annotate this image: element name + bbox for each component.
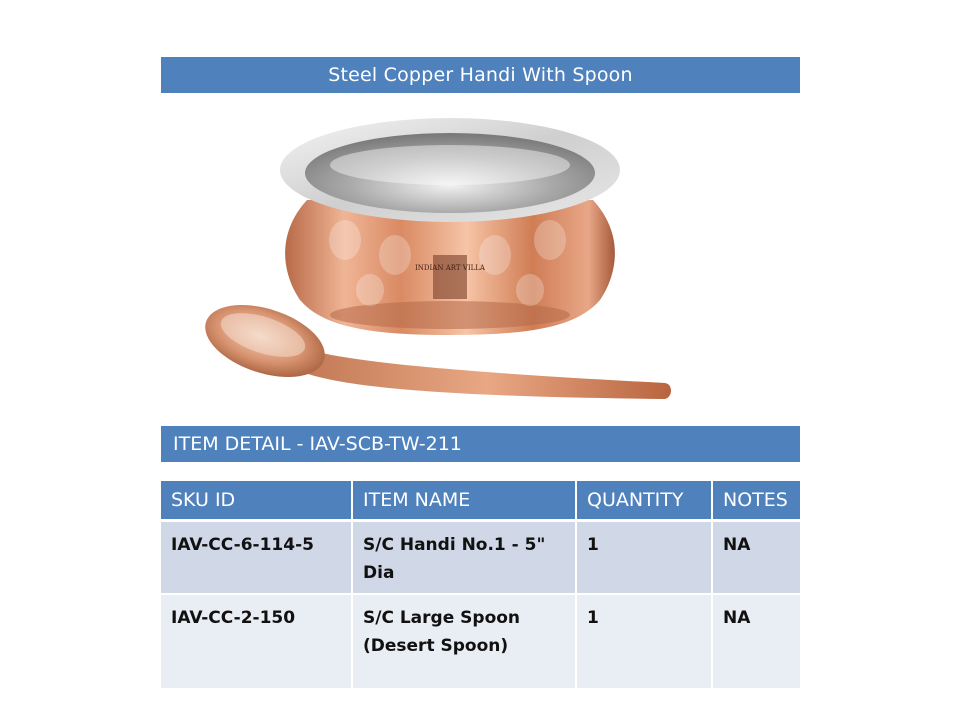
table-row (161, 521, 800, 595)
page-title: Steel Copper Handi With Spoon (161, 57, 800, 93)
notes-cell: NA (712, 594, 800, 689)
notes-cell: NA (712, 521, 800, 595)
column-header-sku: SKU ID (161, 481, 352, 521)
quantity-cell: 1 (576, 594, 712, 689)
sku-cell: IAV-CC-6-114-5 (161, 521, 352, 595)
quantity-cell: 1 (576, 521, 712, 595)
handi-rim (280, 118, 620, 222)
column-header-item-name: ITEM NAME (352, 481, 576, 521)
column-header-notes: NOTES (712, 481, 800, 521)
table-row (161, 594, 800, 689)
column-header-quantity: QUANTITY (576, 481, 712, 521)
item-name-cell: S/C Handi No.1 - 5" Dia (352, 521, 576, 595)
product-image (195, 105, 715, 415)
item-detail-header: ITEM DETAIL - IAV-SCB-TW-211 (161, 426, 800, 462)
items-table (161, 481, 800, 690)
svg-text:INDIAN ART VILLA: INDIAN ART VILLA (415, 264, 485, 272)
table-header-row (161, 481, 800, 521)
item-name-cell: S/C Large Spoon (Desert Spoon) (352, 594, 576, 689)
sku-cell: IAV-CC-2-150 (161, 594, 352, 689)
